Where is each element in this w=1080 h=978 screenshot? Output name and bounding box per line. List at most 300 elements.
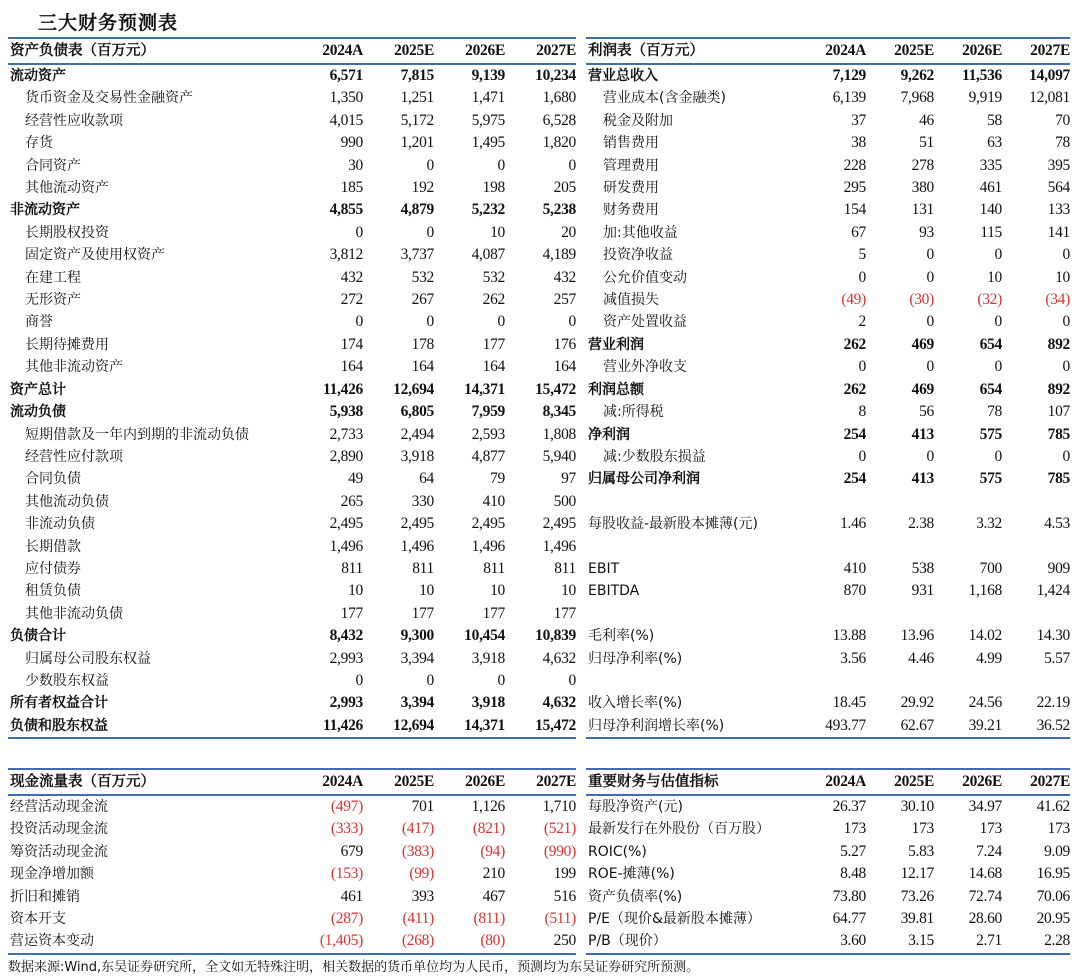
row-label: 减:所得税 bbox=[603, 404, 664, 421]
cell-value: 173 bbox=[843, 820, 866, 838]
cell-value: 131 bbox=[911, 201, 934, 219]
cell-value: 177 bbox=[340, 604, 363, 622]
table-row bbox=[8, 155, 576, 177]
cell-value: 62.67 bbox=[866, 715, 934, 738]
cell-value: 10 bbox=[490, 223, 505, 241]
cell-value: 10,234 bbox=[535, 67, 576, 84]
cell-value: 177 bbox=[553, 604, 576, 622]
cell-value: 177 bbox=[411, 604, 434, 622]
row-label: 其他流动负债 bbox=[25, 493, 109, 510]
cell-value: 0 bbox=[355, 313, 363, 331]
row-label: EBITDA bbox=[588, 583, 640, 600]
table-row bbox=[586, 110, 1070, 132]
cell-value: 10 bbox=[1055, 268, 1070, 286]
cell-value: 174 bbox=[340, 335, 363, 353]
cell-value: 1,201 bbox=[400, 134, 434, 152]
table-row bbox=[586, 692, 1070, 714]
row-label bbox=[586, 670, 798, 692]
cell-value: 4,855 bbox=[329, 201, 363, 219]
row-label: 在建工程 bbox=[25, 269, 81, 286]
table-row bbox=[8, 64, 576, 87]
table-row bbox=[8, 244, 576, 266]
cell-value: 4.99 bbox=[976, 649, 1002, 667]
cell-value: 4,189 bbox=[542, 246, 576, 264]
table-row bbox=[8, 625, 576, 647]
cell-value: 654 bbox=[979, 380, 1002, 398]
cell-value: 39.21 bbox=[934, 715, 1002, 738]
cell-value: (94) bbox=[480, 842, 505, 860]
cell-value: 380 bbox=[911, 179, 934, 197]
table-row bbox=[8, 513, 576, 535]
cell-value: 73.26 bbox=[900, 887, 934, 905]
table-row bbox=[586, 670, 1070, 692]
cell-value: 432 bbox=[340, 268, 363, 286]
table-row bbox=[586, 177, 1070, 199]
table-row bbox=[586, 155, 1070, 177]
cell-value bbox=[934, 536, 1002, 558]
cell-value: 63 bbox=[987, 134, 1002, 152]
cell-value: 257 bbox=[553, 291, 576, 309]
cell-value: 46 bbox=[919, 111, 934, 129]
row-label: 减值损失 bbox=[603, 292, 659, 309]
row-label: 归母净利润增长率(%) bbox=[586, 715, 798, 738]
cell-value: 12,081 bbox=[1029, 89, 1070, 107]
cell-value: 14,371 bbox=[464, 380, 505, 398]
cell-value: 1,251 bbox=[400, 89, 434, 107]
table-row bbox=[586, 87, 1070, 109]
row-label: 营业利润 bbox=[588, 336, 644, 353]
row-label: 资产总计 bbox=[10, 381, 66, 398]
cell-value: 13.96 bbox=[900, 627, 934, 645]
row-label: 加:其他收益 bbox=[603, 224, 678, 241]
table-row bbox=[586, 603, 1070, 625]
row-label: 其他非流动负债 bbox=[25, 605, 123, 622]
row-label: 经营性应收款项 bbox=[25, 112, 123, 129]
row-label: 应付债券 bbox=[25, 560, 81, 577]
row-label bbox=[586, 603, 798, 625]
cell-value: 16.95 bbox=[1036, 865, 1070, 883]
table-row bbox=[586, 491, 1070, 513]
row-label: 利润总额 bbox=[588, 381, 644, 398]
cell-value: 37 bbox=[851, 111, 866, 129]
cell-value: (511) bbox=[544, 910, 576, 928]
cell-value: 0 bbox=[858, 447, 866, 465]
year-header: 2025E bbox=[363, 38, 434, 64]
cell-value: 3.15 bbox=[866, 930, 934, 953]
row-label: 毛利率(%) bbox=[588, 628, 655, 645]
cell-value: 14,097 bbox=[1029, 67, 1070, 84]
cell-value: 432 bbox=[553, 268, 576, 286]
row-label: 归属母公司净利润 bbox=[588, 471, 700, 488]
cell-value: 4.53 bbox=[1044, 515, 1070, 533]
cell-value: 13.88 bbox=[832, 627, 866, 645]
row-label: 每股收益-最新股本摊薄(元) bbox=[588, 516, 758, 533]
cell-value: 11,426 bbox=[323, 380, 363, 398]
year-header: 2024A bbox=[292, 38, 363, 64]
cell-value: 28.60 bbox=[968, 910, 1002, 928]
cell-value: 198 bbox=[482, 179, 505, 197]
table-row bbox=[8, 132, 576, 154]
cell-value: 335 bbox=[979, 156, 1002, 174]
cell-value: 24.56 bbox=[968, 694, 1002, 712]
cell-value: 58 bbox=[987, 111, 1002, 129]
cell-value: 3,918 bbox=[471, 649, 505, 667]
cell-value: 173 bbox=[1047, 820, 1070, 838]
cell-value: 18.45 bbox=[832, 694, 866, 712]
row-label: 无形资产 bbox=[25, 292, 81, 309]
table-row bbox=[8, 401, 576, 423]
cell-value: 469 bbox=[911, 335, 934, 353]
cell-value: 931 bbox=[911, 582, 934, 600]
cell-value: 9.09 bbox=[1044, 842, 1070, 860]
cell-value: 164 bbox=[482, 358, 505, 376]
cell-value: 15,472 bbox=[505, 715, 576, 738]
cell-value: 3.60 bbox=[798, 930, 866, 953]
cell-value: 0 bbox=[926, 246, 934, 264]
cell-value: 70.06 bbox=[1036, 887, 1070, 905]
cell-value: 2.28 bbox=[1002, 930, 1070, 953]
cell-value: 4,087 bbox=[471, 246, 505, 264]
year-header: 2026E bbox=[934, 769, 1002, 795]
cell-value: 1,168 bbox=[968, 582, 1002, 600]
table-row bbox=[8, 491, 576, 513]
cell-value: 785 bbox=[1047, 470, 1070, 488]
table-row bbox=[8, 87, 576, 109]
cell-value: 29.92 bbox=[900, 694, 934, 712]
table-row bbox=[8, 886, 576, 908]
cell-value: 1,808 bbox=[542, 425, 576, 443]
cell-value: (411) bbox=[402, 910, 434, 928]
cell-value: 141 bbox=[1047, 223, 1070, 241]
table-header-label: 资产负债表（百万元） bbox=[8, 38, 292, 64]
cell-value: 97 bbox=[561, 470, 576, 488]
cell-value: 1,710 bbox=[542, 798, 576, 815]
table-row bbox=[586, 468, 1070, 490]
table-row bbox=[586, 930, 1070, 953]
year-header: 2027E bbox=[1002, 38, 1070, 64]
cell-value: 5.83 bbox=[908, 842, 934, 860]
cell-value: 1,424 bbox=[1036, 582, 1070, 600]
cell-value: 14.68 bbox=[968, 865, 1002, 883]
table-row bbox=[586, 222, 1070, 244]
table-header-label: 利润表（百万元） bbox=[586, 38, 798, 64]
cell-value: 10,454 bbox=[464, 627, 505, 645]
cell-value: 133 bbox=[1047, 201, 1070, 219]
table-row bbox=[586, 64, 1070, 87]
row-label: 长期股权投资 bbox=[25, 224, 109, 241]
cell-value: 70 bbox=[1055, 111, 1070, 129]
cell-value: 0 bbox=[926, 358, 934, 376]
cell-value: 107 bbox=[1047, 403, 1070, 421]
cell-value: 785 bbox=[1047, 425, 1070, 443]
cell-value: 1,471 bbox=[471, 89, 505, 107]
table-row bbox=[8, 692, 576, 714]
year-header: 2027E bbox=[1002, 769, 1070, 795]
cell-value: 78 bbox=[1055, 134, 1070, 152]
cell-value: 654 bbox=[979, 335, 1002, 353]
cell-value: 6,805 bbox=[400, 403, 434, 421]
cell-value: 1,126 bbox=[471, 798, 505, 815]
cell-value: 2,495 bbox=[542, 515, 576, 533]
row-label: 营业外净收支 bbox=[603, 359, 687, 376]
cell-value: 3,812 bbox=[329, 246, 363, 264]
row-label: 少数股东权益 bbox=[25, 672, 109, 689]
cell-value: 5,975 bbox=[471, 111, 505, 129]
cell-value: 7.24 bbox=[976, 842, 1002, 860]
row-label: 商誉 bbox=[25, 314, 53, 331]
cell-value: 12,694 bbox=[393, 380, 434, 398]
cell-value: (821) bbox=[472, 820, 505, 838]
row-label: 长期待摊费用 bbox=[25, 336, 109, 353]
cell-value: 811 bbox=[483, 559, 505, 577]
cell-value: 990 bbox=[340, 134, 363, 152]
cell-value: 2,494 bbox=[400, 425, 434, 443]
table-row bbox=[8, 177, 576, 199]
year-header: 2025E bbox=[866, 38, 934, 64]
cell-value: (497) bbox=[330, 798, 363, 815]
cell-value bbox=[934, 670, 1002, 692]
cell-value: 64 bbox=[419, 470, 434, 488]
row-label: 筹资活动现金流 bbox=[10, 843, 108, 860]
cell-value: (287) bbox=[330, 910, 363, 928]
table-row bbox=[8, 356, 576, 378]
cell-value: 575 bbox=[979, 470, 1002, 488]
cell-value: 0 bbox=[1062, 447, 1070, 465]
cell-value: 8,345 bbox=[542, 403, 576, 421]
cell-value: 154 bbox=[843, 201, 866, 219]
table-row bbox=[8, 863, 576, 885]
cell-value: 7,968 bbox=[900, 89, 934, 107]
year-header: 2026E bbox=[934, 38, 1002, 64]
cell-value: 4,015 bbox=[329, 111, 363, 129]
cell-value: 461 bbox=[979, 179, 1002, 197]
row-label: 其他流动资产 bbox=[25, 180, 109, 197]
cell-value: (80) bbox=[434, 930, 505, 953]
row-label: 负债和股东权益 bbox=[8, 715, 292, 738]
cell-value: 115 bbox=[980, 223, 1002, 241]
cell-value: 9,262 bbox=[900, 67, 934, 84]
cell-value: 3.56 bbox=[840, 649, 866, 667]
table-row bbox=[586, 132, 1070, 154]
cell-value: 3,394 bbox=[400, 694, 434, 712]
table-row bbox=[586, 244, 1070, 266]
cell-value: 700 bbox=[979, 559, 1002, 577]
cell-value: 0 bbox=[426, 156, 434, 174]
cell-value: 295 bbox=[843, 179, 866, 197]
cell-value: (99) bbox=[409, 865, 434, 883]
cell-value: 9,300 bbox=[400, 627, 434, 645]
cell-value: 701 bbox=[411, 798, 434, 815]
cell-value: 173 bbox=[911, 820, 934, 838]
row-label: 公允价值变动 bbox=[603, 269, 687, 286]
balance-sheet-table bbox=[8, 37, 576, 739]
cell-value: 538 bbox=[911, 559, 934, 577]
cell-value: 36.52 bbox=[1002, 715, 1070, 738]
cell-value: 2.38 bbox=[908, 515, 934, 533]
cell-value: 7,959 bbox=[471, 403, 505, 421]
cell-value: (383) bbox=[401, 842, 434, 860]
cell-value: 2,890 bbox=[329, 447, 363, 465]
row-label: 负债合计 bbox=[10, 628, 66, 645]
row-label: 减:少数股东损益 bbox=[603, 448, 706, 465]
cell-value: 72.74 bbox=[968, 887, 1002, 905]
cell-value bbox=[866, 491, 934, 513]
cell-value: (521) bbox=[543, 820, 576, 838]
row-label: 投资活动现金流 bbox=[10, 821, 108, 838]
cell-value: 10,839 bbox=[535, 627, 576, 645]
cell-value bbox=[866, 603, 934, 625]
cell-value: 393 bbox=[411, 887, 434, 905]
cell-value: (153) bbox=[330, 865, 363, 883]
row-label: P/E（现价&最新股本摊薄） bbox=[588, 911, 761, 928]
row-label: 非流动资产 bbox=[10, 202, 80, 219]
cell-value: 67 bbox=[851, 223, 866, 241]
cell-value: 177 bbox=[482, 335, 505, 353]
table-row bbox=[586, 424, 1070, 446]
cell-value: 4,879 bbox=[400, 201, 434, 219]
row-label: 资产负债率(%) bbox=[588, 888, 683, 905]
table-row bbox=[586, 446, 1070, 468]
cell-value: 2,993 bbox=[329, 649, 363, 667]
cell-value: 8 bbox=[858, 403, 866, 421]
cell-value: 0 bbox=[994, 246, 1002, 264]
row-label: 每股净资产(元) bbox=[588, 799, 683, 815]
cell-value: 51 bbox=[919, 134, 934, 152]
table-row bbox=[586, 334, 1070, 356]
cell-value: 10 bbox=[490, 582, 505, 600]
cell-value: 0 bbox=[994, 313, 1002, 331]
cell-value: 493.77 bbox=[798, 715, 866, 738]
cell-value: 11,426 bbox=[292, 715, 363, 738]
cell-value: 20 bbox=[561, 223, 576, 241]
cell-value: 14,371 bbox=[434, 715, 505, 738]
table-row bbox=[586, 818, 1070, 840]
cell-value: 192 bbox=[411, 179, 434, 197]
cell-value: 4.46 bbox=[908, 649, 934, 667]
row-label: EBIT bbox=[588, 560, 620, 577]
row-label: ROE-摊薄(%) bbox=[588, 866, 675, 883]
cell-value: 11,536 bbox=[962, 67, 1002, 84]
cell-value: 10 bbox=[987, 268, 1002, 286]
row-label: 短期借款及一年内到期的非流动负债 bbox=[25, 426, 249, 443]
row-label: 归属母公司股东权益 bbox=[25, 650, 151, 667]
cell-value: 811 bbox=[341, 559, 363, 577]
cell-value: (990) bbox=[543, 842, 576, 860]
row-label: 流动负债 bbox=[10, 404, 66, 421]
cell-value: 254 bbox=[843, 425, 866, 443]
cell-value: 41.62 bbox=[1036, 798, 1070, 815]
cell-value: (1,405) bbox=[292, 930, 363, 953]
cell-value bbox=[934, 603, 1002, 625]
cell-value: 254 bbox=[843, 470, 866, 488]
row-label: 销售费用 bbox=[603, 135, 659, 152]
cell-value: 3,918 bbox=[471, 694, 505, 712]
table-row bbox=[8, 795, 576, 818]
table-row bbox=[8, 580, 576, 602]
cell-value: 811 bbox=[412, 559, 434, 577]
table-row bbox=[586, 580, 1070, 602]
row-label: ROIC(%) bbox=[588, 843, 647, 860]
cell-value: 262 bbox=[843, 335, 866, 353]
cell-value: 5,172 bbox=[400, 111, 434, 129]
cell-value: 2,495 bbox=[329, 515, 363, 533]
table-row bbox=[586, 311, 1070, 333]
year-header: 2025E bbox=[866, 769, 934, 795]
row-label: 合同负债 bbox=[25, 471, 81, 488]
year-header: 2024A bbox=[292, 769, 363, 795]
cell-value bbox=[798, 536, 866, 558]
cell-value: 0 bbox=[497, 671, 505, 689]
table-row bbox=[8, 715, 576, 738]
table-row bbox=[586, 513, 1070, 535]
cell-value: 0 bbox=[926, 313, 934, 331]
cell-value: 0 bbox=[994, 447, 1002, 465]
cell-value: 5 bbox=[858, 246, 866, 264]
cell-value bbox=[866, 670, 934, 692]
cell-value bbox=[1002, 603, 1070, 625]
cell-value bbox=[1002, 670, 1070, 692]
cell-value: 0 bbox=[568, 313, 576, 331]
cell-value: 811 bbox=[554, 559, 576, 577]
cell-value: 93 bbox=[919, 223, 934, 241]
table-row bbox=[586, 356, 1070, 378]
row-label: 财务费用 bbox=[603, 202, 659, 219]
cell-value: 892 bbox=[1047, 335, 1070, 353]
cell-value: 4,632 bbox=[542, 649, 576, 667]
cell-value: 500 bbox=[553, 492, 576, 510]
cell-value: 0 bbox=[426, 313, 434, 331]
cell-value: 30.10 bbox=[900, 798, 934, 815]
cell-value: 262 bbox=[843, 380, 866, 398]
cell-value: 0 bbox=[355, 223, 363, 241]
cell-value: 564 bbox=[1047, 179, 1070, 197]
cell-value: 9,919 bbox=[968, 89, 1002, 107]
table-row bbox=[586, 841, 1070, 863]
cell-value: 413 bbox=[911, 425, 934, 443]
row-label: 资本开支 bbox=[10, 911, 66, 928]
cell-value: 14.02 bbox=[968, 627, 1002, 645]
cell-value: 0 bbox=[568, 671, 576, 689]
table-row bbox=[8, 670, 576, 692]
cell-value: 79 bbox=[490, 470, 505, 488]
table-row bbox=[586, 536, 1070, 558]
table-row bbox=[586, 886, 1070, 908]
cell-value: 5.27 bbox=[840, 842, 866, 860]
table-row bbox=[586, 863, 1070, 885]
cell-value: 532 bbox=[411, 268, 434, 286]
cell-value: 10 bbox=[419, 582, 434, 600]
table-row bbox=[586, 715, 1070, 738]
cell-value: 278 bbox=[911, 156, 934, 174]
cell-value bbox=[1002, 491, 1070, 513]
row-label: 归母净利率(%) bbox=[588, 650, 683, 667]
table-row bbox=[586, 648, 1070, 670]
cell-value: 12.17 bbox=[900, 865, 934, 883]
cell-value: 0 bbox=[355, 671, 363, 689]
row-label: 研发费用 bbox=[603, 180, 659, 197]
row-label: 管理费用 bbox=[603, 157, 659, 174]
cell-value: 1,680 bbox=[542, 89, 576, 107]
table-row bbox=[586, 795, 1070, 818]
cell-value: 0 bbox=[426, 223, 434, 241]
table-row bbox=[8, 424, 576, 446]
table-header-label: 重要财务与估值指标 bbox=[586, 769, 798, 795]
table-row bbox=[586, 267, 1070, 289]
page-title: 三大财务预测表 bbox=[38, 12, 179, 34]
cell-value: 49 bbox=[348, 470, 363, 488]
cell-value: (417) bbox=[401, 820, 434, 838]
row-label: 其他非流动资产 bbox=[25, 359, 123, 376]
